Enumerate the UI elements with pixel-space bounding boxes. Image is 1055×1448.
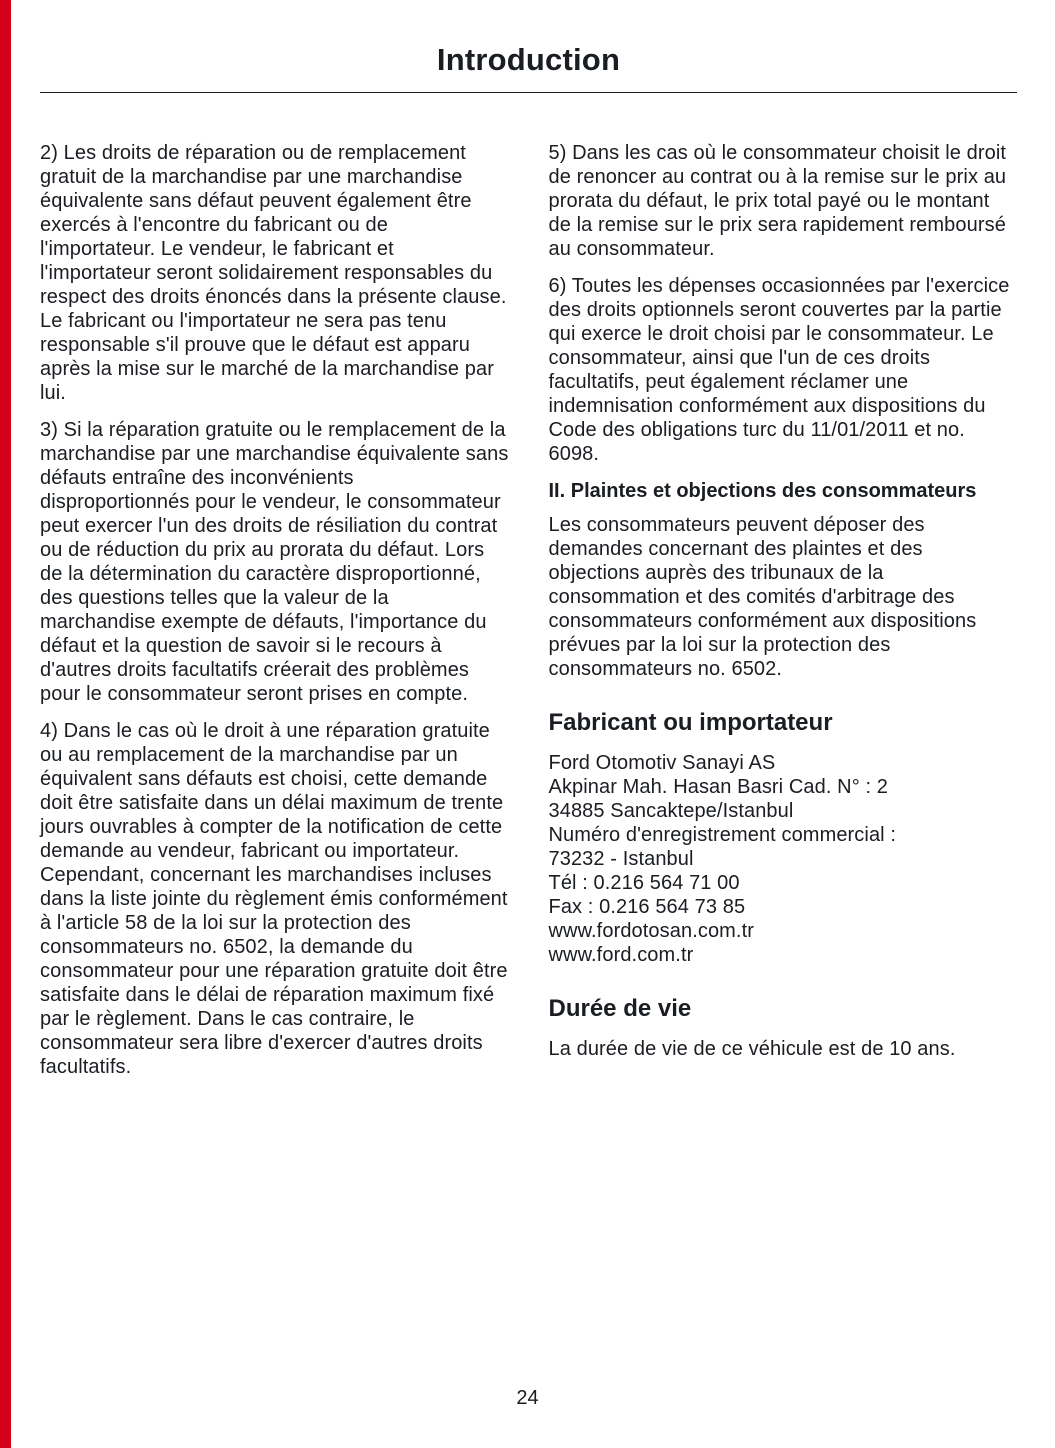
address-line: 73232 - Istanbul [548, 848, 694, 870]
heading-lifespan: Durée de vie [548, 995, 692, 1022]
manufacturer-address [549, 751, 1018, 967]
page-number: 24 [516, 1387, 539, 1409]
content-columns [40, 141, 1017, 1092]
paragraph-lifespan: La durée de vie de ce véhicule est de 10 ans. [548, 1038, 956, 1060]
page-header [40, 42, 1017, 93]
address-line: 34885 Sancaktepe/Istanbul [548, 800, 794, 822]
address-line-website-ford: www.ford.com.tr [548, 944, 694, 966]
address-line-phone: Tél : 0.216 564 71 00 [548, 872, 740, 894]
address-line-fax: Fax : 0.216 564 73 85 [548, 896, 746, 918]
page-footer [0, 1387, 1055, 1410]
paragraph-complaints: Les consommateurs peuvent déposer des demandes concernant des plaintes et des objections auprès des tribunaux de la consommation et des comités d'arbitrage des consommateurs conformément aux dispositions prévues par la loi sur la protection des consommateurs no. 6502. [548, 514, 977, 680]
address-line: Numéro d'enregistrement commercial : [548, 824, 897, 846]
page-title: Introduction [436, 42, 621, 77]
address-line-website-fordotosan: www.fordotosan.com.tr [548, 920, 755, 942]
paragraph-clause-3: 3) Si la réparation gratuite ou le remplacement de la marchandise par une marchandise équivalente sans défauts entraîne des inconvénients disproportionnés pour le vendeur, le consommateur peut exercer l'un des droits de résiliation du contrat ou de réduction du prix au prorata du défaut. Lors de la détermination du caractère disproportionné, des questions telles que la valeur de la marchandise exempte de défauts, l'importance du défaut et la question de savoir si le recours à d'autres droits facultatifs créerait des problèmes pour le consommateur seront prises en compte. [40, 419, 509, 705]
right-column [549, 141, 1018, 1092]
address-line: Akpinar Mah. Hasan Basri Cad. N° : 2 [548, 776, 889, 798]
paragraph-clause-5: 5) Dans les cas où le consommateur choisit le droit de renoncer au contrat ou à la remise sur le prix au prorata du défaut, le prix total payé ou le montant de la remise sur le prix sera rapidement remboursé au consommateur. [548, 142, 1007, 260]
paragraph-clause-2: 2) Les droits de réparation ou de remplacement gratuit de la marchandise par une marchandise équivalente sans défaut peuvent également être exercés à l'encontre du fabricant ou de l'importateur. Le vendeur, le fabricant et l'importateur seront solidairement responsables du respect des droits énoncés dans la présente clause. Le fabricant ou l'importateur ne sera pas tenu responsable s'il prouve que le défaut est apparu après la mise sur le marché de la marchandise par lui. [40, 142, 507, 404]
address-line: Ford Otomotiv Sanayi AS [548, 752, 776, 774]
paragraph-clause-6: 6) Toutes les dépenses occasionnées par l'exercice des droits optionnels seront couvertes par la partie qui exerce le droit choisi par le consommateur. Le consommateur, ainsi que l'un de ces droits facultatifs, peut également réclamer une indemnisation conformément aux dispositions du Code des obligations turc du 11/01/2011 et no. 6098. [548, 275, 1010, 465]
left-column [40, 141, 509, 1092]
heading-complaints: II. Plaintes et objections des consommateurs [548, 480, 977, 502]
title-divider [40, 92, 1017, 93]
heading-manufacturer: Fabricant ou importateur [548, 709, 833, 736]
paragraph-clause-4: 4) Dans le cas où le droit à une réparation gratuite ou au remplacement de la marchandise par un équivalent sans défauts est choisi, cette demande doit être satisfaite dans un délai maximum de trente jours ouvrables à compter de la notification de cette demande au vendeur, fabricant ou importateur. Cependant, concernant les marchandises incluses dans la liste jointe du règlement émis conformément à l'article 58 de la loi sur la protection des consommateurs no. 6502, la demande du consommateur pour une réparation gratuite doit être satisfaite dans le délai de réparation maximum fixé par le règlement. Dans le cas contraire, le consommateur sera libre d'exercer d'autres droits facultatifs. [40, 720, 508, 1078]
